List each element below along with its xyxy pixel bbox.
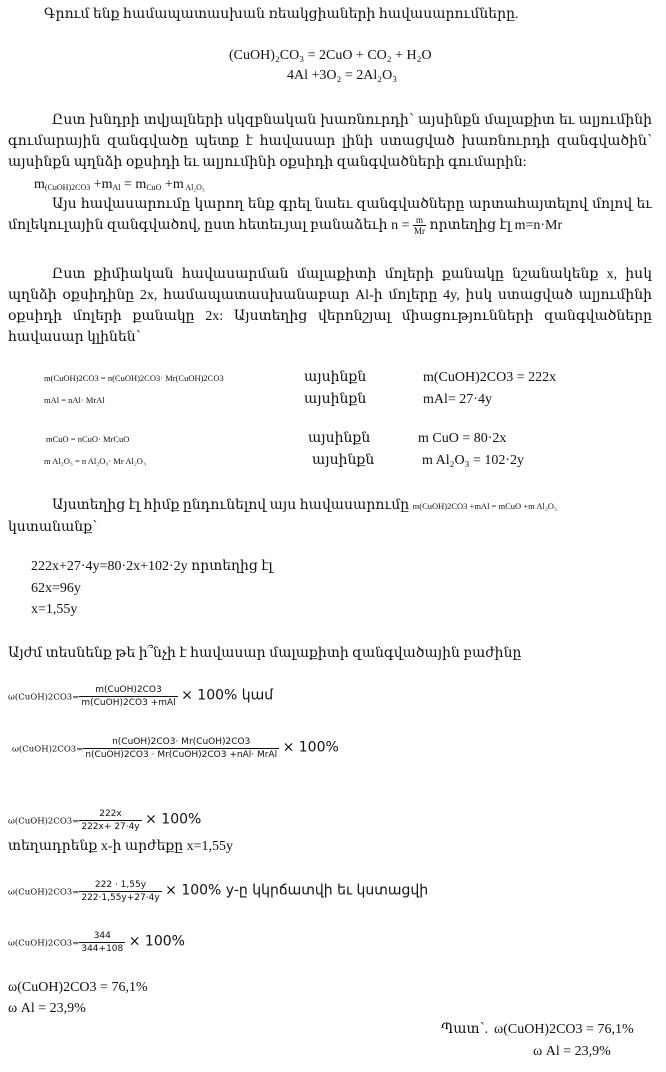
answer-label: Պատ՝.	[441, 1022, 489, 1037]
mass-eq-sub: Al₂O₃	[183, 183, 205, 192]
paragraph-unknowns	[8, 264, 652, 348]
mass-eq-sub: (CuOH)2CO3	[44, 183, 91, 192]
substitution-equation: m(CuOH)2CO3 +mAl = mCuO +m Al₂O₃	[412, 501, 557, 511]
mass-eq-term: = m	[120, 177, 147, 192]
formula-denominator: 344+108	[81, 944, 124, 954]
row-cuo-left: mCuO = nCuO· MrCuO	[46, 434, 130, 444]
formula-tail: × 100%	[128, 933, 185, 950]
answer-malachite: ω(CuOH)2CO3 = 76,1%	[494, 1022, 634, 1037]
calc-line-2: 62x=96y	[31, 581, 81, 596]
formula-tail: × 100% կամ	[181, 687, 274, 704]
fraction-m-over-mr	[413, 215, 426, 236]
intro-text: Գրում ենք համապատասխան ռեակցիաների հավասարումները.	[44, 7, 519, 22]
reaction-aluminium: 4Al +3O₂ = 2Al₂O₃	[287, 68, 398, 83]
formula-w1	[8, 684, 273, 709]
reaction-malachite: (CuOH)₂CO₃ = 2CuO + CO₂ + H₂O	[229, 48, 432, 63]
fraction-numerator: m	[413, 215, 426, 226]
answer-aluminium: ω Al = 23,9%	[533, 1044, 611, 1059]
paragraph-substitution-text: Այստեղից էլ հիմք ընդունելով այս հավասարումը	[52, 498, 413, 513]
row-aluminium-mid: այսինքն	[304, 392, 367, 407]
formula-lhs: ω(CuOH)2CO3=	[8, 816, 80, 827]
calc-line-1: 222x+27·4y=80·2x+102·2y որտեղից էլ	[31, 559, 273, 574]
formula-w4	[8, 879, 428, 904]
formula-tail: × 100% y-ը կկրճատվի եւ կստացվի	[165, 882, 429, 899]
n-label: n =	[391, 218, 413, 233]
mass-eq-sub: Al	[112, 183, 121, 192]
formula-tail: × 100%	[145, 811, 202, 828]
fraction-denominator: Mr	[413, 226, 425, 237]
row-cuo-right: m CuO = 80·2x	[418, 431, 507, 446]
mass-eq-term: +m	[161, 177, 184, 192]
formula-numerator: 344	[79, 930, 125, 943]
result-malachite: ω(CuOH)2CO3 = 76,1%	[8, 980, 148, 995]
row-cuo-mid: այսինքն	[308, 431, 371, 446]
question-text: Այժմ տեսնենք թե ի՞նչի է հավասար մալաքիտի զանգվածային բաժինը	[8, 646, 522, 661]
paragraph-unknowns-text: Ըստ քիմիական հավասարման մալաքիտի մոլերի քանակը նշանակենք x, իսկ պղնձի օքսիդինը 2x, համապատասխանաբար Al-ի մոլերը 4y, իսկ ստացված ալյումինի օքսիդի մոլերի քանակը 2x: Այստեղից վերոնշյալ միացությունների զանգվածները հավասար կլինեն՝	[8, 267, 652, 345]
row-aluminium-right: mAl= 27·4y	[423, 392, 492, 407]
formula-numerator: 222x	[79, 808, 141, 821]
formula-fraction	[79, 879, 161, 904]
formula-fraction	[79, 684, 177, 709]
formula-w2	[12, 736, 339, 761]
row-al2o3-mid: այսինքն	[312, 453, 375, 468]
mass-formula: որտեղից էլ m=n·Mr	[425, 218, 563, 233]
paragraph-moles-text: Այս հավասարումը կարող ենք գրել նաեւ զանգվածները արտահայտելով մոլով եւ մոլեկուլային զանգվածով, ըստ հետեւյալ բանաձեւի	[8, 197, 652, 233]
paragraph-substitution-tail: կստանանք՝	[8, 520, 98, 535]
formula-denominator: 222·1,55y+27·4y	[81, 893, 160, 903]
formula-tail: × 100%	[282, 739, 339, 756]
row-aluminium-left: mAl = nAl· MrAl	[44, 395, 105, 405]
formula-fraction	[79, 930, 125, 955]
formula-numerator: 222 · 1,55y	[79, 879, 161, 892]
paragraph-mass-balance	[8, 110, 652, 173]
row-al2o3-right: m Al₂O₃ = 102·2y	[422, 453, 525, 468]
calc-line-3: x=1,55y	[31, 602, 78, 617]
paragraph-substitution	[8, 495, 652, 538]
row-malachite-right: m(CuOH)2CO3 = 222x	[423, 370, 557, 385]
mass-eq-term: +m	[90, 177, 113, 192]
formula-denominator: 222x+ 27·4y	[81, 822, 140, 832]
formula-numerator: m(CuOH)2CO3	[79, 684, 177, 697]
formula-denominator: n(CuOH)2CO3 · Mr(CuOH)2CO3 +nAl· MrAl	[85, 750, 278, 760]
mass-eq-sub: CuO	[146, 183, 162, 192]
formula-w3	[8, 808, 201, 833]
substitution-note: տեղադրենք x-ի արժեքը x=1,55y	[8, 839, 234, 854]
row-malachite-mid: այսինքն	[304, 370, 367, 385]
formula-w5	[8, 930, 185, 955]
formula-fraction	[83, 736, 279, 761]
paragraph-moles	[8, 194, 652, 236]
formula-lhs: ω(CuOH)2CO3=	[8, 692, 80, 703]
row-malachite-left: m(CuOH)2CO3 = n(CuOH)2CO3· Mr(CuOH)2CO3	[44, 373, 224, 383]
formula-lhs: ω(CuOH)2CO3=	[8, 938, 80, 949]
formula-lhs: ω(CuOH)2CO3=	[12, 744, 84, 755]
mass-eq-term: m	[34, 177, 45, 192]
row-al2o3-left: m Al₂O₃ = n Al₂O₃· Mr Al₂O₃	[44, 456, 146, 466]
paragraph-mass-balance-text: Ըստ խնդրի տվյալների սկզբնական խառնուրդի՝ այսինքն մալաքիտ եւ ալյումինի գումարային զանգվածը պետք է հավասար լինի ստացված խառնուրդի զանգվածին՝ այսինքն պղնձի օքսիդի եւ ալյումինի օքսիդի զանգվածների գումարին:	[8, 113, 652, 170]
formula-lhs: ω(CuOH)2CO3=	[8, 887, 80, 898]
formula-fraction	[79, 808, 141, 833]
formula-numerator: n(CuOH)2CO3· Mr(CuOH)2CO3	[83, 736, 279, 749]
formula-denominator: m(CuOH)2CO3 +mAl	[81, 698, 176, 708]
result-aluminium: ω Al = 23,9%	[8, 1001, 86, 1016]
